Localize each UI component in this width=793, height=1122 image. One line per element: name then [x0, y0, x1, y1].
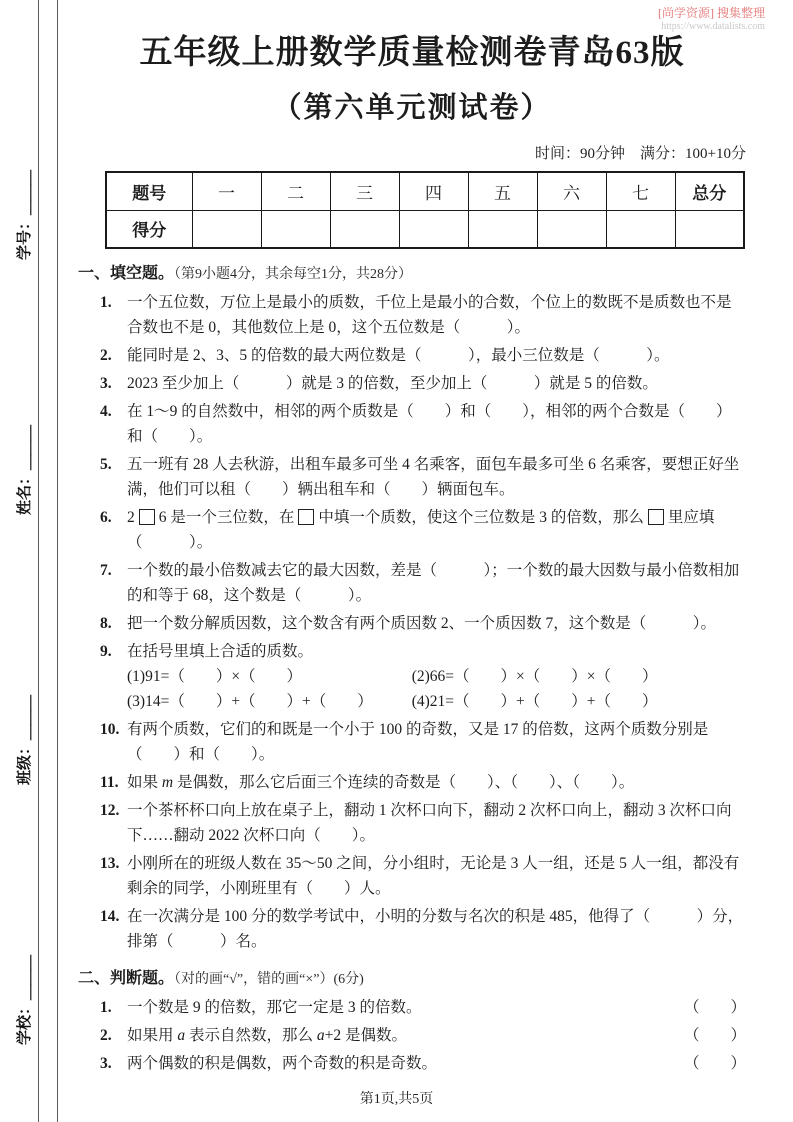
- fill-item-6: [78, 505, 746, 555]
- item-text: 中填一个质数，使这个三位数是 3 的倍数，那么: [318, 509, 644, 526]
- score-cell-empty: [468, 210, 537, 248]
- score-cell-empty: [606, 210, 675, 248]
- item-number: 4.: [100, 403, 112, 420]
- side-label-student-id: 学号：＿＿＿: [17, 170, 33, 261]
- score-table-cell: 一: [192, 172, 261, 210]
- fill-item-10: [78, 717, 746, 767]
- score-table-cell: 五: [468, 172, 537, 210]
- score-table-cell-score-label: 得分: [106, 210, 192, 248]
- score-table-cell-label: 题号: [106, 172, 192, 210]
- item-text: 在 1～9 的自然数中，相邻的两个质数是（ ）和（ ），相邻的两个合数是（ ）和（ ）。: [127, 403, 732, 445]
- content-area: [78, 26, 746, 1076]
- item-text: 两个偶数的积是偶数，两个奇数的积是奇数。: [127, 1055, 438, 1072]
- item-number: 11.: [100, 774, 119, 791]
- fill-item-14: [78, 904, 746, 954]
- judge-item-2: [78, 1023, 746, 1048]
- section1-header: [78, 261, 746, 287]
- item-text: 在括号里填上合适的质数。: [127, 643, 314, 660]
- answer-bracket: （ ）: [683, 1055, 746, 1072]
- item-text: 一个茶杯杯口向上放在桌子上，翻动 1 次杯口向下，翻动 2 次杯口向上，翻动 3 次杯口向下……翻动 2022 次杯口向（ ）。: [127, 802, 732, 844]
- item-number: 10.: [100, 721, 120, 738]
- fill-item-7: [78, 558, 746, 608]
- side-label-name: 姓名：＿＿＿: [17, 425, 33, 516]
- fill-item-8: [78, 611, 746, 636]
- fill-box: [648, 509, 664, 525]
- score-table-cell: 七: [606, 172, 675, 210]
- score-cell-empty: [330, 210, 399, 248]
- item-text: 如果: [127, 774, 162, 791]
- time-score-meta: 时间：90分钟 满分：100+10分: [535, 146, 746, 162]
- side-label-school: 学校：＿＿＿: [17, 955, 33, 1046]
- fill-item-13: [78, 851, 746, 901]
- item-number: 9.: [100, 643, 112, 660]
- item-text: 把一个数分解质因数，这个数含有两个质因数 2、一个质因数 7，这个数是（ ）。: [127, 615, 717, 632]
- answer-bracket: （ ）: [683, 999, 746, 1016]
- fill-item-4: [78, 399, 746, 449]
- page-footer: 第1页,共5页: [359, 1092, 434, 1107]
- item-number: 12.: [100, 802, 120, 819]
- score-cell-empty: [261, 210, 330, 248]
- sub-expression: (2)66=（ ）×（ ）×（ ）: [411, 668, 658, 685]
- fill-box: [139, 509, 155, 525]
- watermark-source: [尚学资源] 搜集整理: [658, 6, 765, 20]
- fill-item-3: [78, 371, 746, 396]
- page-title: 五年级上册数学质量检测卷青岛63版: [139, 35, 685, 71]
- item-text: 五一班有 28 人去秋游，出租车最多可坐 4 名乘客，面包车最多可坐 6 名乘客，要想正好坐满，他们可以租（ ）辆出租车和（ ）辆面包车。: [127, 456, 740, 498]
- score-cell-empty: [192, 210, 261, 248]
- item-text: 2023 至少加上（ ）就是 3 的倍数，至少加上（ ）就是 5 的倍数。: [127, 375, 658, 392]
- section1-title: 一、填空题。: [78, 265, 175, 282]
- score-table-header-row: [106, 172, 744, 210]
- item-number: 7.: [100, 562, 112, 579]
- binding-line-inner: [57, 0, 58, 1122]
- item-text: 有两个质数，它们的和既是一个小于 100 的奇数，又是 17 的倍数，这两个质数分别是（ ）和（ ）。: [127, 721, 709, 763]
- score-table-score-row: [106, 210, 744, 248]
- item-number: 6.: [100, 509, 112, 526]
- fill-item-9: [78, 639, 746, 714]
- sub-expression: (3)14=（ ）+（ ）+（ ）: [127, 693, 373, 710]
- item-text: 能同时是 2、3、5 的倍数的最大两位数是（ ），最小三位数是（ ）。: [127, 347, 670, 364]
- item-9-subexpressions: [127, 664, 746, 714]
- variable-a: a: [177, 1027, 186, 1044]
- item-text: 一个数是 9 的倍数，那它一定是 3 的倍数。: [127, 999, 422, 1016]
- item-text: 里应填（ ）。: [127, 509, 715, 551]
- item-number: 8.: [100, 615, 112, 632]
- section1-note: （第9小题4分，其余每空1分，共28分）: [174, 267, 413, 282]
- item-number: 1.: [100, 999, 112, 1016]
- item-text: 如果用 a 表示自然数，那么 a+2 是偶数。: [127, 1027, 408, 1044]
- score-table-cell: 四: [399, 172, 468, 210]
- score-table-cell: 六: [537, 172, 606, 210]
- item-text: 一个数的最小倍数减去它的最大因数，差是（ ）；一个数的最大因数与最小倍数相加的和等于 68，这个数是（ ）。: [127, 562, 740, 604]
- score-table-cell-total: 总分: [675, 172, 744, 210]
- judge-item-3: [78, 1051, 746, 1076]
- judge-item-1: [78, 995, 746, 1020]
- item-text: 一个五位数，万位上是最小的质数，千位上是最小的合数，个位上的数既不是质数也不是合数也不是 0，其他数位上是 0，这个五位数是（ ）。: [127, 294, 732, 336]
- item-text: 6 是一个三位数，在: [158, 509, 295, 526]
- sub-expression: (1)91=（ ）×（ ）: [127, 668, 303, 685]
- answer-bracket: （ ）: [683, 1027, 746, 1044]
- variable-m: m: [161, 774, 174, 791]
- item-text: 是偶数，那么它后面三个连续的奇数是（ ）、（ ）、（ ）。: [173, 774, 635, 791]
- fill-item-12: [78, 798, 746, 848]
- score-table: [105, 171, 745, 249]
- item-number: 13.: [100, 855, 120, 872]
- binding-line-outer: [38, 0, 39, 1122]
- item-number: 5.: [100, 456, 112, 473]
- variable-a: a: [316, 1027, 325, 1044]
- section2-title: 二、判断题。: [78, 970, 175, 987]
- score-table-cell: 三: [330, 172, 399, 210]
- score-cell-empty: [537, 210, 606, 248]
- item-number: 1.: [100, 294, 112, 311]
- score-cell-empty: [399, 210, 468, 248]
- section2-header: [78, 966, 746, 992]
- score-table-cell: 二: [261, 172, 330, 210]
- item-text: 在一次满分是 100 分的数学考试中，小明的分数与名次的积是 485，他得了（ ）分，排第（ ）名。: [127, 908, 744, 950]
- sub-expression: (4)21=（ ）+（ ）+（ ）: [411, 693, 658, 710]
- fill-item-2: [78, 343, 746, 368]
- fill-item-1: [78, 290, 746, 340]
- item-number: 2.: [100, 347, 112, 364]
- item-number: 14.: [100, 908, 120, 925]
- item-text: 2: [127, 509, 135, 526]
- item-number: 2.: [100, 1027, 112, 1044]
- fill-item-11: [78, 770, 746, 795]
- item-number: 3.: [100, 1055, 112, 1072]
- section2-note: （对的画“√”，错的画“×”）(6分): [174, 972, 364, 987]
- watermark-url: https://www.datalists.com: [661, 21, 765, 32]
- side-label-class: 班级：＿＿＿: [17, 695, 33, 786]
- item-text: 小刚所在的班级人数在 35～50 之间，分小组时，无论是 3 人一组，还是 5 人一组，都没有剩余的同学，小刚班里有（ ）人。: [127, 855, 740, 897]
- fill-item-5: [78, 452, 746, 502]
- item-number: 3.: [100, 375, 112, 392]
- score-cell-empty: [675, 210, 744, 248]
- page-subtitle: （第六单元测试卷）: [272, 92, 552, 124]
- fill-box: [298, 509, 314, 525]
